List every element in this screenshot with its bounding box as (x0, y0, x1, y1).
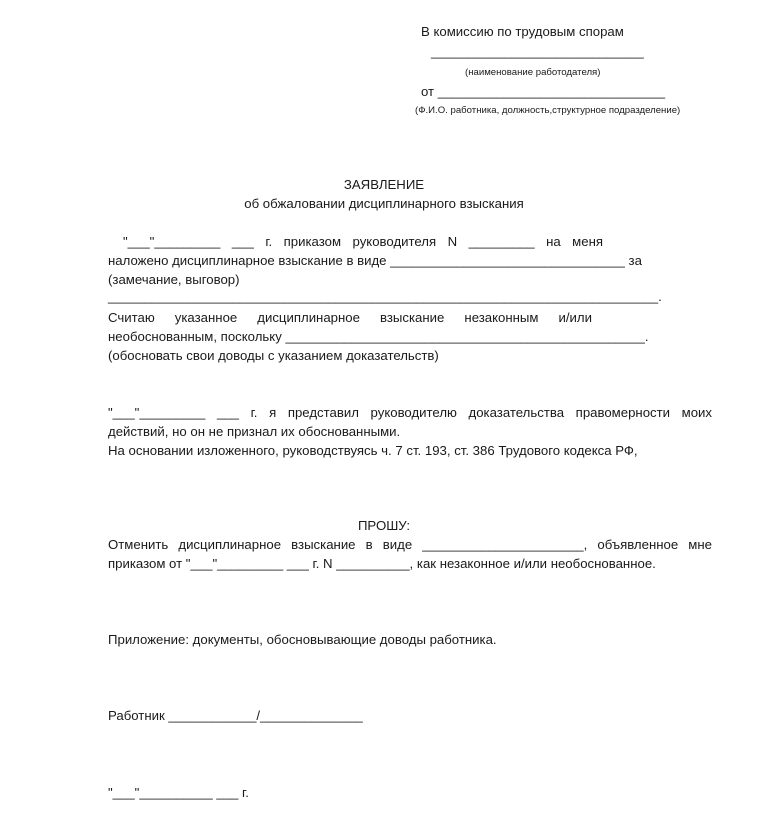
signature-line: Работник ____________/______________ (108, 708, 363, 723)
employer-hint: (наименование работодателя) (465, 67, 601, 78)
body-line: "___"_________ ___ г. я представил руководителю доказательства правомерности моих (108, 405, 712, 420)
body-line: "___"_________ ___ г. приказом руководителя N _________ на меня (123, 234, 603, 249)
employer-blank: _____________________________ (431, 44, 644, 59)
body-line: наложено дисциплинарное взыскание в виде ________________________________ за (108, 253, 642, 268)
recipient-line: В комиссию по трудовым спорам (421, 24, 624, 39)
body-line: Считаю указанное дисциплинарное взыскание незаконным и/или (108, 310, 592, 325)
request-line: приказом от "___"_________ ___ г. N __________, как незаконное и/или необоснованное. (108, 556, 656, 571)
document-subtitle: об обжаловании дисциплинарного взыскания (244, 196, 524, 211)
body-line: На основании изложенного, руководствуясь ч. 7 ст. 193, ст. 386 Трудового кодекса РФ, (108, 443, 638, 458)
document-title: ЗАЯВЛЕНИЕ (343, 177, 425, 192)
body-line: (замечание, выговор) (108, 272, 240, 287)
request-line: Отменить дисциплинарное взыскание в виде ______________________, объявленное мне (108, 537, 712, 552)
body-line: действий, но он не признал их обоснованными. (108, 424, 401, 439)
body-line: ___________________________________________________________________________. (108, 289, 662, 304)
attachment-line: Приложение: документы, обосновывающие доводы работника. (108, 632, 497, 647)
request-heading: ПРОШУ: (357, 518, 411, 533)
body-line: необоснованным, поскольку _________________________________________________. (108, 329, 649, 344)
from-hint: (Ф.И.О. работника, должность,структурное подразделение) (415, 105, 681, 116)
body-line: (обосновать свои доводы с указанием доказательств) (108, 348, 439, 363)
date-line: "___"__________ ___ г. (108, 785, 249, 800)
from-line: от _______________________________ (421, 84, 666, 99)
